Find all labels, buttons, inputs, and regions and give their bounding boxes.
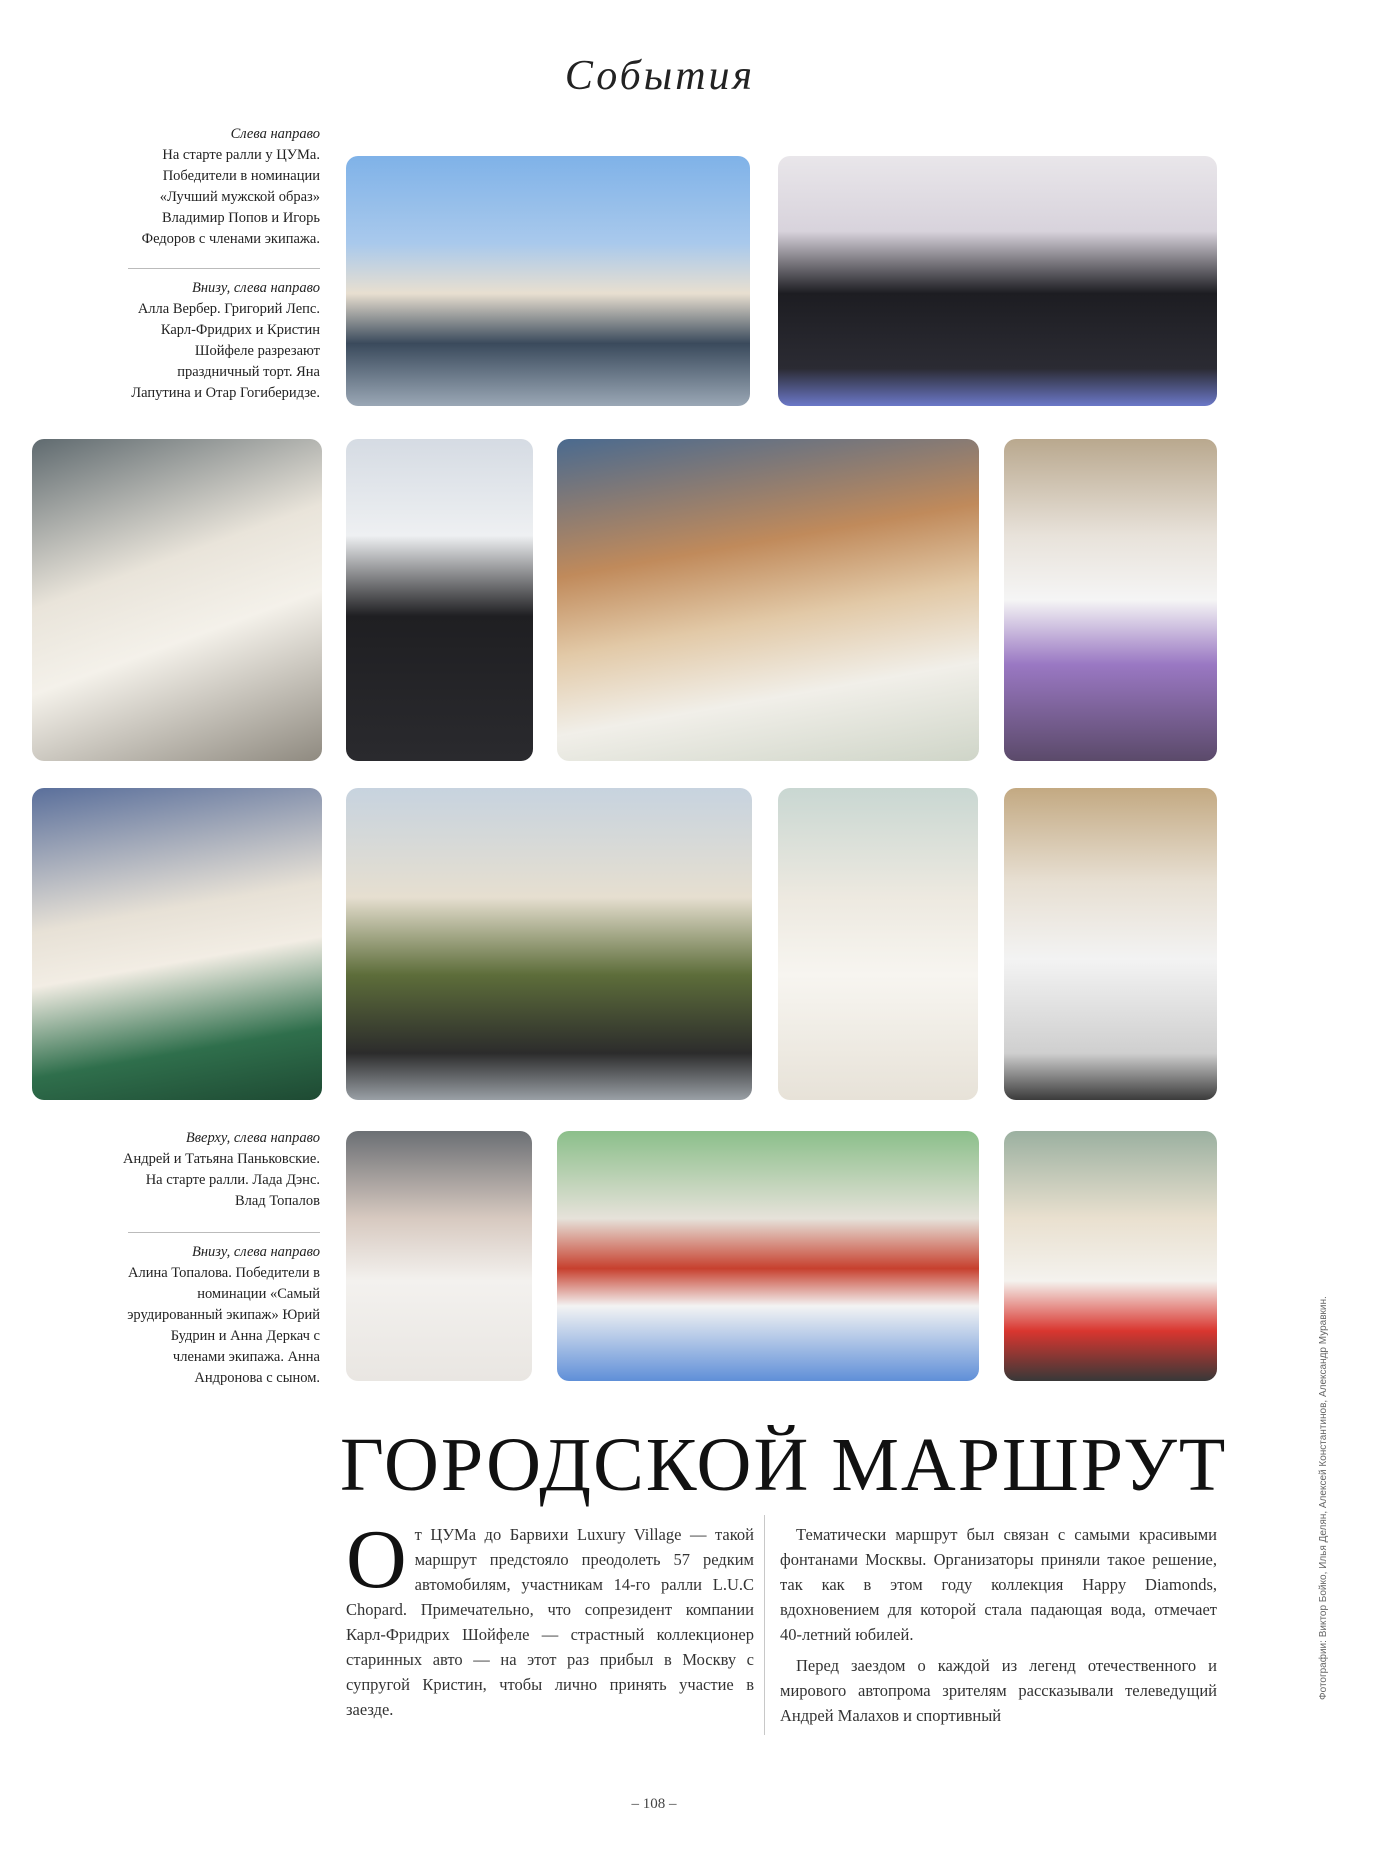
photo-alina-topalova [346,1131,532,1381]
caption-text: Алла Вербер. Григорий Лепс. Карл-Фридрих и Кристин Шойфеле разрезают праздничный торт. Яна Лапутина и Отар Гогиберидзе. [131,301,320,401]
caption-divider [128,268,320,269]
caption-top [118,124,320,250]
photo-credit: Фотографии: Виктор Бойко, Илья Делян, Алексей Константинов, Александр Муравкин. [1318,1296,1329,1700]
caption-bottom-2 [118,1242,320,1389]
caption-text: На старте ралли у ЦУМа. Победители в номинации «Лучший мужской образ» Владимир Попов и Игорь Федоров с членами экипажа. [141,147,320,247]
photo-rally-start-tsum [346,156,750,406]
photo-grigory-leps [346,439,533,761]
caption-bottom-1 [118,278,320,404]
article-paragraph: Тематически маршрут был связан с самыми красивыми фонтанами Москвы. Организаторы приняли такое решение, так как в этом году коллекция Happy Diamonds, вдохновением для которой стала падающая вода, отмечает 40-летний юбилей. [780,1525,1217,1644]
caption-lead: Внизу, слева направо [192,1244,320,1260]
article-paragraph: т ЦУМа до Барвихи Luxury Village — такой маршрут предстояло преодолеть 57 редким автомобилям, участникам 14-го ралли L.U.C Chopard. Примечательно, что сопрезидент компании Карл-Фридрих Шойфеле — страстный коллекционер старинных авто — на этот раз прибыл в Москву с супругой Кристин, чтобы лично принять участие в заезде. [346,1525,754,1719]
photo-pankovsky-couple [32,788,322,1100]
caption-lead: Внизу, слева направо [192,280,320,296]
article-paragraph: Перед заездом о каждой из легенд отечественного и мирового автопрома зрителям рассказывали телеведущий Андрей Малахов и спортивный [780,1656,1217,1725]
photo-most-erudite-crew-winners [557,1131,979,1381]
page-number: – 108 – [631,1796,677,1812]
drop-cap: О [346,1513,407,1606]
photo-alla-verber [32,439,322,761]
photo-vlad-topalov [1004,788,1217,1100]
article-column-1 [346,1513,754,1722]
photo-rally-start-cars [346,788,752,1100]
photo-lada-dance [778,788,978,1100]
photo-laputina-gogiberidze [1004,439,1217,761]
photo-cake-cutting [557,439,979,761]
caption-upper-2 [118,1128,320,1212]
caption-lead: Слева направо [230,126,320,142]
article-headline: ГОРОДСКОЙ МАРШРУТ [340,1423,1228,1507]
column-rule [764,1515,765,1735]
photo-best-male-look-winners [778,156,1217,406]
section-title: События [564,53,756,99]
caption-divider [128,1232,320,1233]
photo-anna-andronova-son [1004,1131,1217,1381]
caption-lead: Вверху, слева направо [185,1130,320,1146]
caption-text: Андрей и Татьяна Паньковские. На старте ралли. Лада Дэнс. Влад Топалов [123,1151,320,1209]
article-column-2 [780,1522,1217,1728]
caption-text: Алина Топалова. Победители в номинации «Самый эрудированный экипаж» Юрий Будрин и Анна Деркач с членами экипажа. Анна Андронова с сыном. [127,1265,320,1386]
